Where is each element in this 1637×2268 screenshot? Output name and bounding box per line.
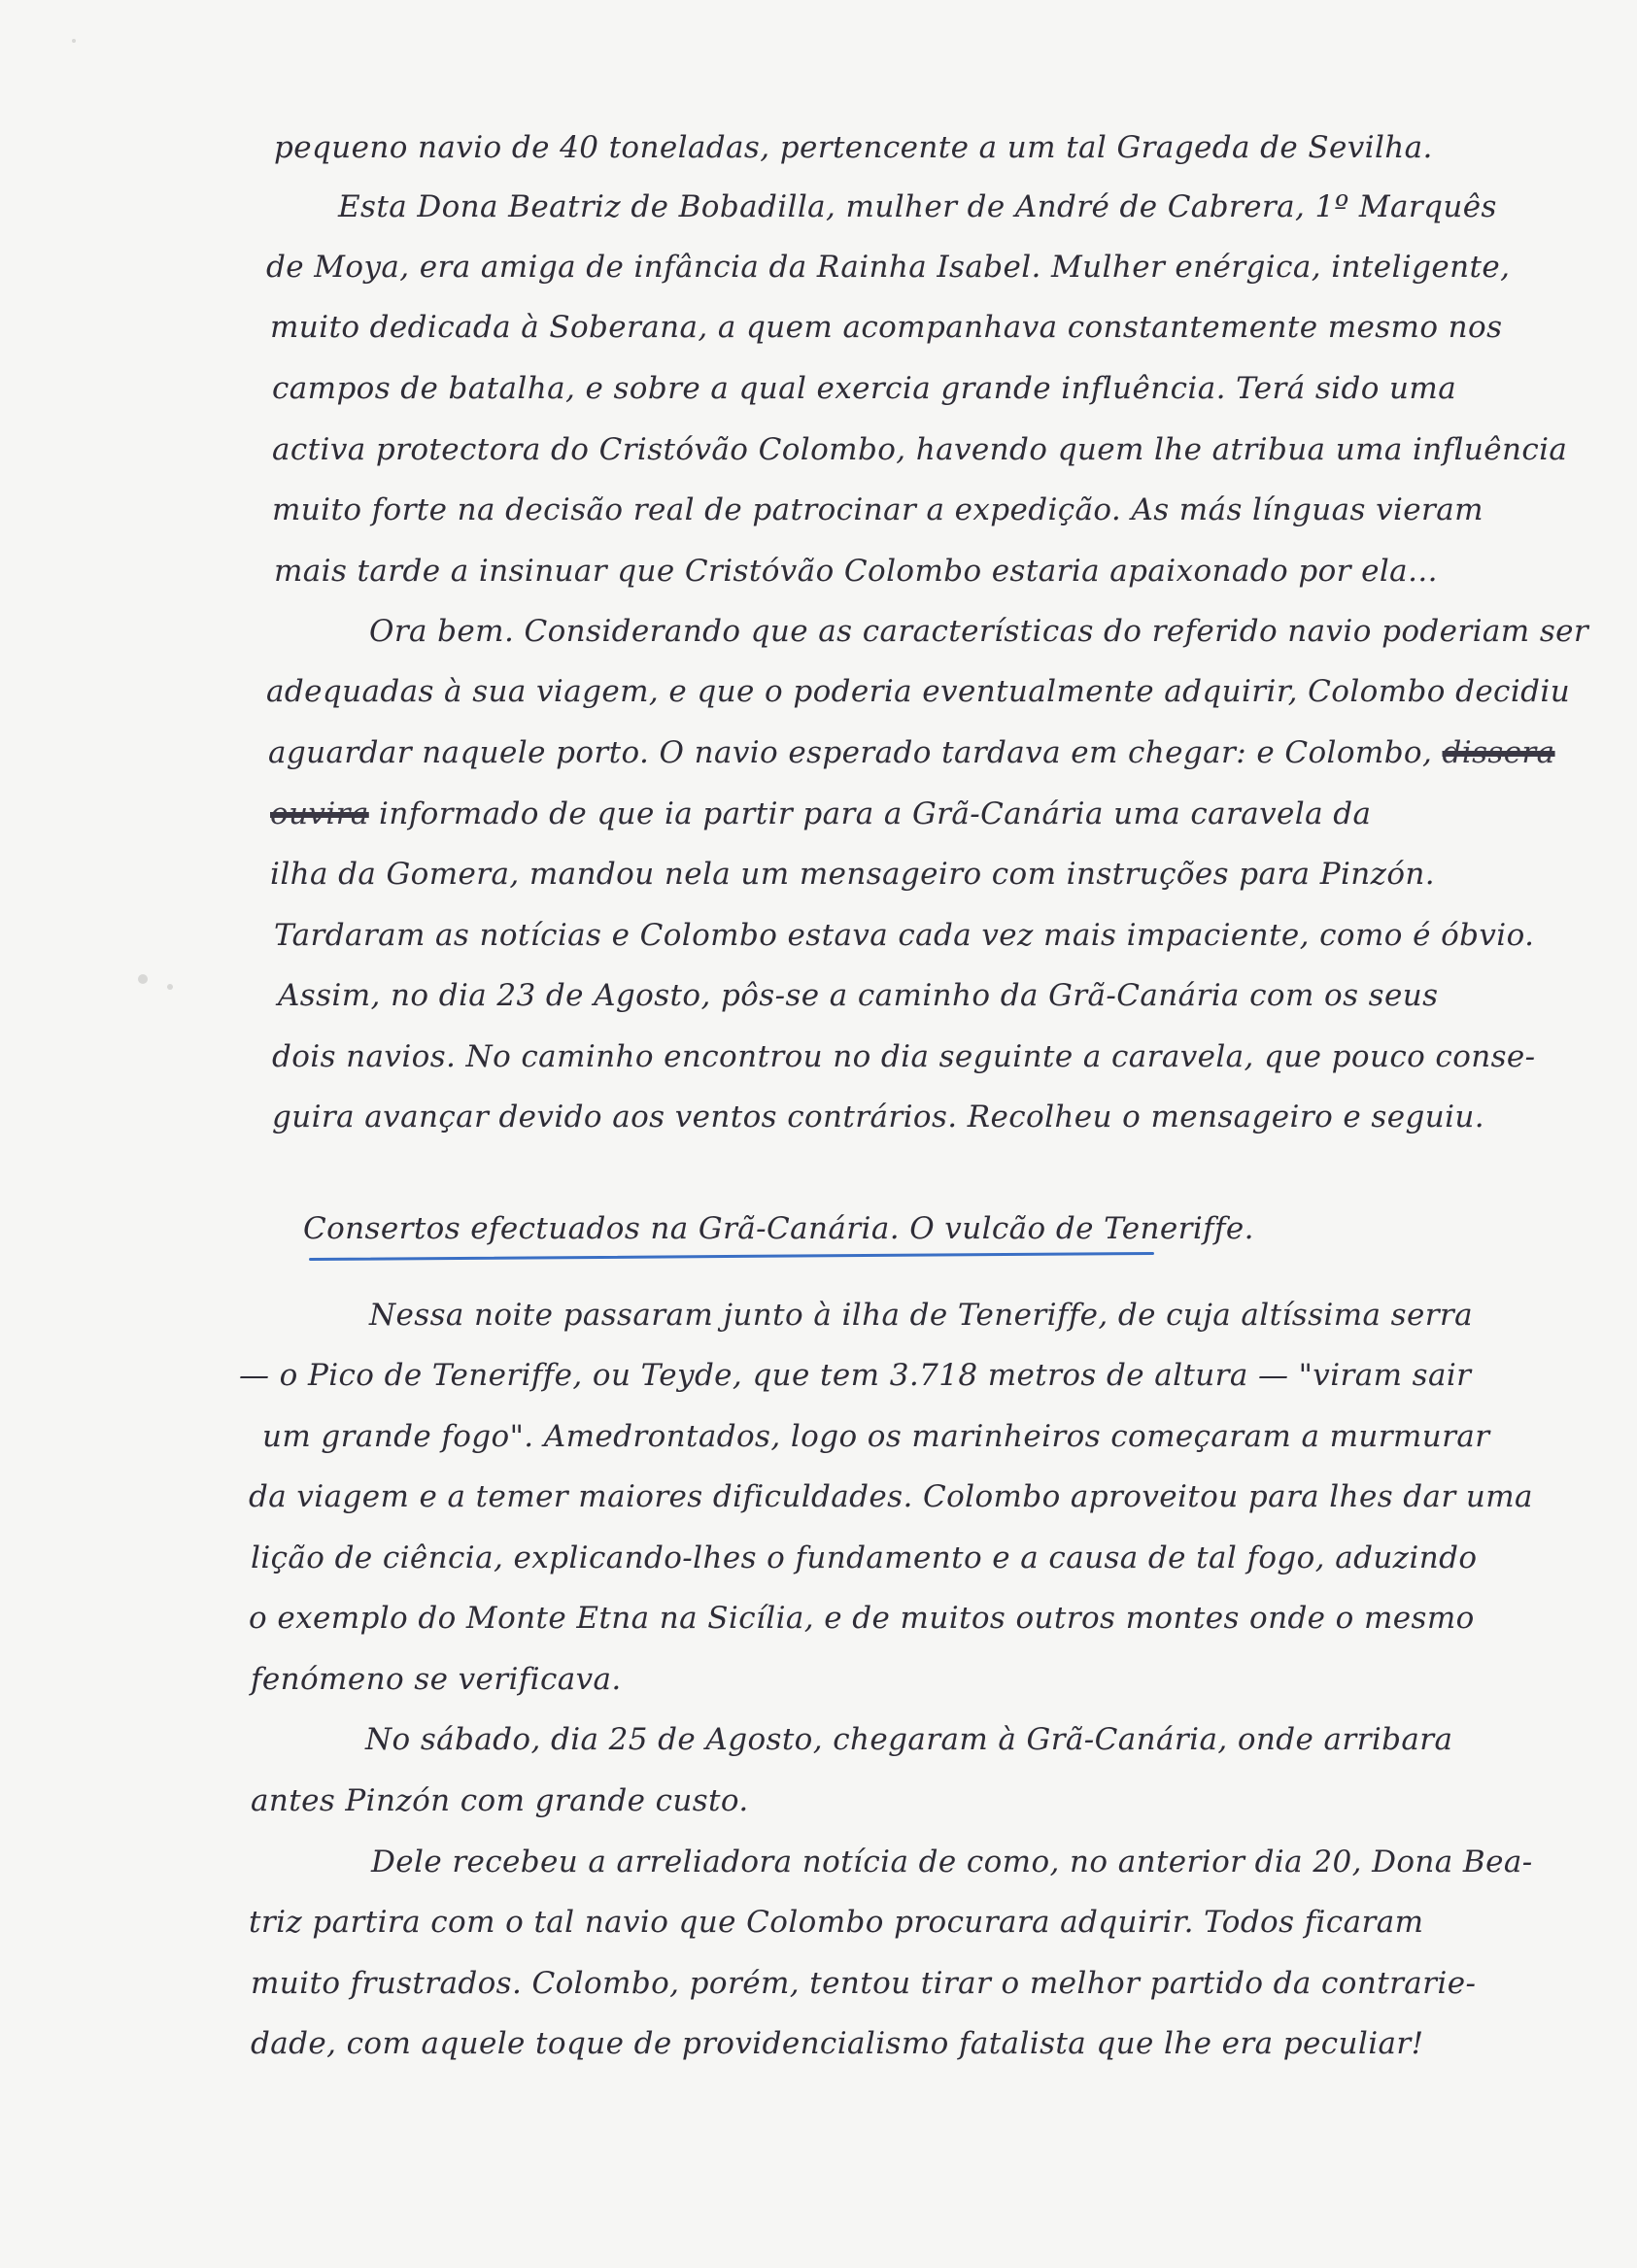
- text-line: adequadas à sua viagem, e que o poderia eventualmente adquirir, Colombo decidiu: [266, 674, 1571, 709]
- text-line: Assim, no dia 23 de Agosto, pôs-se a caminho da Grã-Canária com os seus: [278, 978, 1439, 1013]
- section-heading: Consertos efectuados na Grã-Canária. O vulcão de Teneriffe.: [303, 1211, 1254, 1246]
- struck-word: ouvira: [270, 796, 369, 831]
- text-line: No sábado, dia 25 de Agosto, chegaram à Grã-Canária, onde arribara: [365, 1722, 1453, 1757]
- text-line: o exemplo do Monte Etna na Sicília, e de muitos outros montes onde o mesmo: [249, 1601, 1475, 1636]
- text-line: dois navios. No caminho encontrou no dia seguinte a caravela, que pouco conse-: [272, 1039, 1536, 1074]
- text-line: Esta Dona Beatriz de Bobadilla, mulher de André de Cabrera, 1º Marquês: [338, 189, 1497, 224]
- text-fragment: aguardar naquele porto. O navio esperado tardava em chegar: e Colombo,: [268, 735, 1433, 770]
- paper-blemish: [72, 39, 76, 43]
- text-line: Dele recebeu a arreliadora notícia de como, no anterior dia 20, Dona Bea-: [371, 1845, 1533, 1879]
- text-line: [268, 733, 1555, 772]
- struck-word: dissera: [1442, 735, 1555, 770]
- paper-blemish: [167, 984, 173, 990]
- text-line: um grande fogo". Amedrontados, logo os marinheiros começaram a murmurar: [262, 1419, 1490, 1454]
- text-line: da viagem e a temer maiores dificuldades. Colombo aproveitou para lhes dar uma: [249, 1479, 1533, 1514]
- paper-blemish: [138, 974, 148, 984]
- text-line: campos de batalha, e sobre a qual exercia grande influência. Terá sido uma: [272, 371, 1457, 406]
- text-line: Nessa noite passaram junto à ilha de Teneriffe, de cuja altíssima serra: [369, 1298, 1474, 1333]
- text-fragment: informado de que ia partir para a Grã-Canária uma caravela da: [379, 796, 1372, 831]
- text-line: pequeno navio de 40 toneladas, pertencente a um tal Grageda de Sevilha.: [274, 130, 1433, 165]
- text-line: triz partira com o tal navio que Colombo procurara adquirir. Todos ficaram: [249, 1905, 1424, 1940]
- text-line: mais tarde a insinuar que Cristóvão Colombo estaria apaixonado por ela...: [274, 554, 1438, 589]
- text-line: antes Pinzón com grande custo.: [251, 1783, 749, 1818]
- text-line: muito dedicada à Soberana, a quem acompanhava constantemente mesmo nos: [270, 310, 1503, 345]
- text-line: Tardaram as notícias e Colombo estava cada vez mais impaciente, como é óbvio.: [274, 918, 1535, 953]
- text-line: fenómeno se verificava.: [251, 1662, 622, 1697]
- text-line: guira avançar devido aos ventos contrários. Recolheu o mensageiro e seguiu.: [272, 1100, 1485, 1134]
- text-line: — o Pico de Teneriffe, ou Teyde, que tem 3.718 metros de altura — "viram sair: [239, 1358, 1472, 1393]
- text-line: muito forte na decisão real de patrocinar a expedição. As más línguas vieram: [272, 492, 1484, 527]
- text-line: activa protectora do Cristóvão Colombo, havendo quem lhe atribua uma influência: [272, 432, 1568, 467]
- text-line: muito frustrados. Colombo, porém, tentou tirar o melhor partido da contrarie-: [251, 1966, 1477, 2001]
- text-line: dade, com aquele toque de providencialismo fatalista que lhe era peculiar!: [251, 2026, 1424, 2061]
- heading-underline: [309, 1252, 1154, 1261]
- text-line: lição de ciência, explicando-lhes o fundamento e a causa de tal fogo, aduzindo: [251, 1540, 1478, 1575]
- text-line: ilha da Gomera, mandou nela um mensageiro com instruções para Pinzón.: [270, 857, 1436, 892]
- text-line: [270, 795, 1371, 833]
- text-line: Ora bem. Considerando que as características do referido navio poderiam ser: [369, 614, 1589, 649]
- text-line: de Moya, era amiga de infância da Rainha Isabel. Mulher enérgica, inteligente,: [266, 250, 1511, 285]
